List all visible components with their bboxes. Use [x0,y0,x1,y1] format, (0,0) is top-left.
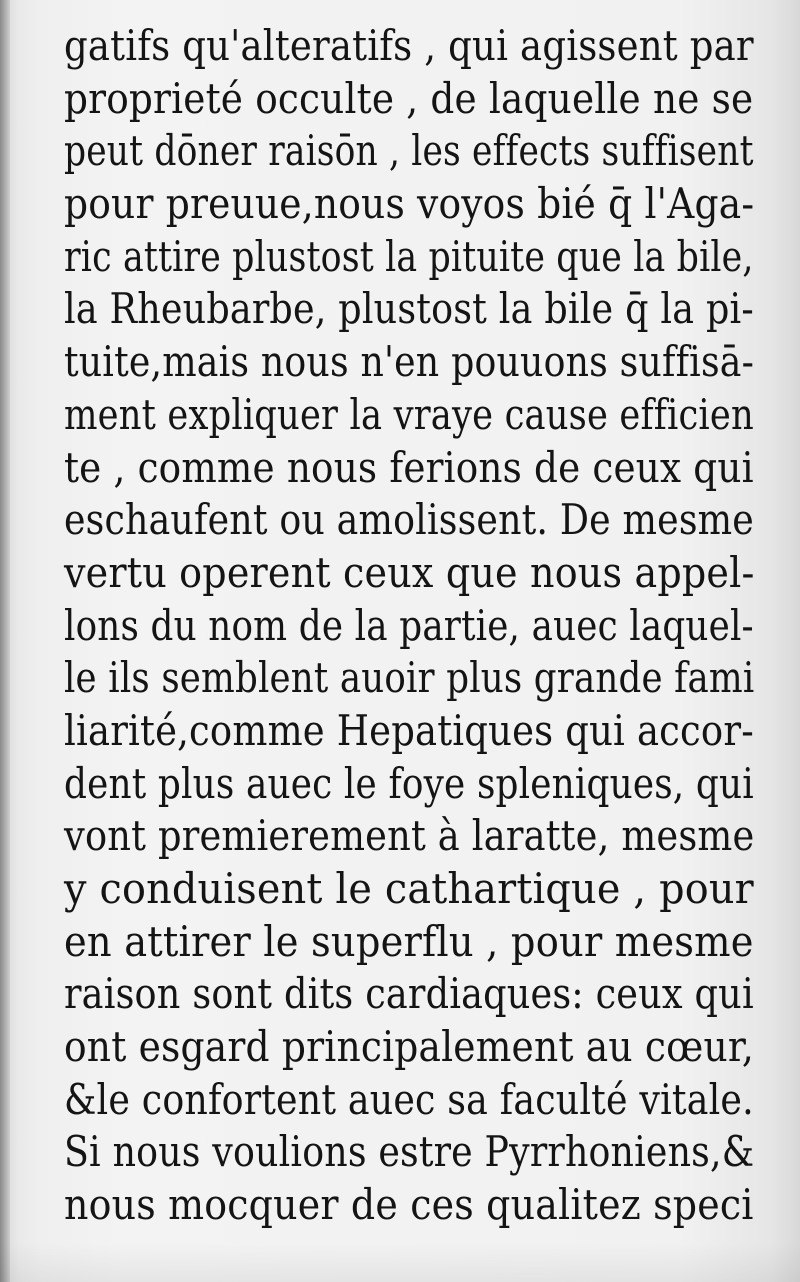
text-line: pour preuue,nous voyos bié q̄ l'Aga- [64,179,755,229]
text-line: le ils semblent auoir plus grande fami [64,653,755,703]
text-line: raison sont dits cardiaques: ceux qui [64,969,754,1019]
page-bottom-shading [0,1242,800,1282]
text-line: gatifs qu'alteratifs , qui agissent par [64,21,754,70]
text-line: te , comme nous ferions de ceux qui [64,442,754,492]
text-line: &le confortent auec sa faculté vitale. [64,1074,754,1124]
body-text [64,20,754,1232]
text-line: ric attire plustost la pituite que la bile, [64,231,754,281]
text-line: Si nous voulions estre Pyrrhoniens,& [64,1127,755,1177]
text-line: vertu operent ceux que nous appel- [64,547,755,597]
text-line: dent plus auec le foye spleniques, qui [64,758,754,808]
page-binding-edge [0,0,10,1282]
text-line: eschaufent ou amolissent. De mesme [64,495,754,545]
text-line: ont esgard principalement au cœur, [64,1022,755,1072]
text-line: la Rheubarbe, plustost la bile q̄ la pi- [64,284,754,334]
text-line: ment expliquer la vraye cause efficien [64,389,754,439]
text-line: en attirer le superflu , pour mesme [64,916,754,966]
text-line: vont premierement à laratte, mesme [64,811,755,861]
text-line: peut dōner raisōn , les effects suffisent [64,126,754,176]
text-line: liarité,comme Hepatiques qui accor- [64,705,754,755]
text-line: y conduisent le cathartique , pour [64,864,754,913]
text-line: tuite,mais nous n'en pouuons suffisā- [64,337,755,387]
text-line: proprieté occulte , de laquelle ne se [64,73,754,123]
text-line: nous mocquer de ces qualitez speci [64,1180,754,1230]
text-line: lons du nom de la partie, auec laquel- [64,600,754,650]
